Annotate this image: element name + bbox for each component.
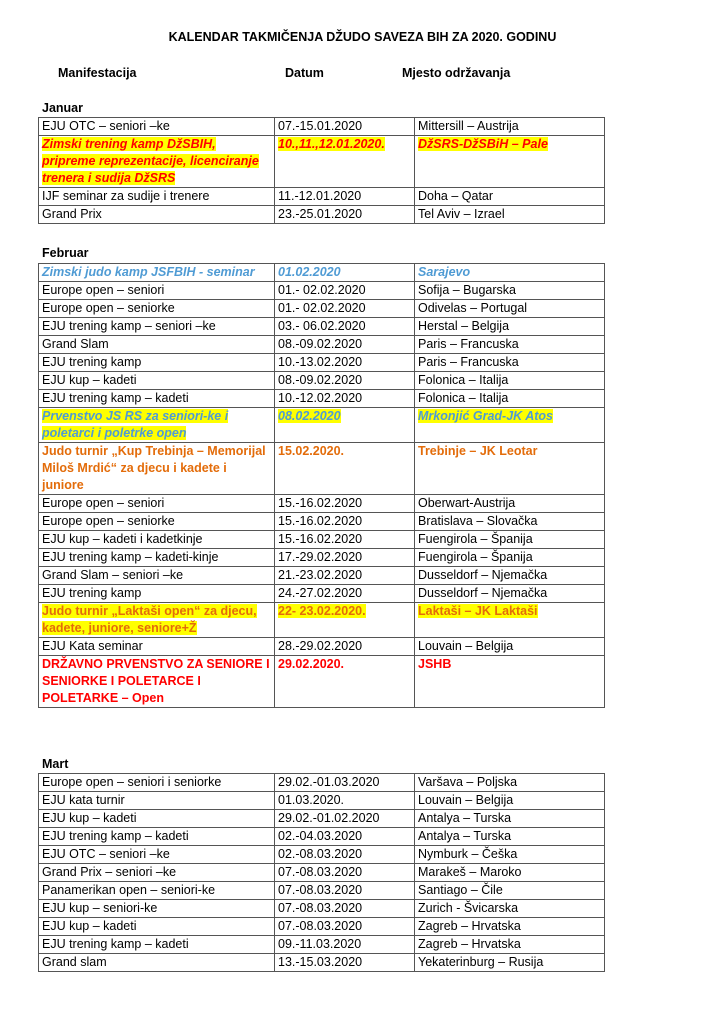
table-row: [39, 900, 605, 918]
date-cell: 17.-29.02.2020: [275, 549, 415, 567]
date-cell: [275, 408, 415, 443]
highlighted-text: Judo turnir „Laktaši open“ za djecu, kadete, juniore, seniore+Ž: [42, 604, 257, 635]
date-cell: 07.-08.03.2020: [275, 864, 415, 882]
month-heading-januar: Januar: [42, 101, 83, 115]
date-cell: 28.-29.02.2020: [275, 638, 415, 656]
place-cell: Zagreb – Hrvatska: [415, 936, 605, 954]
event-cell: Grand Slam: [39, 336, 275, 354]
date-cell: 15.-16.02.2020: [275, 495, 415, 513]
table-row: [39, 443, 605, 495]
date-cell: 01.02.2020: [275, 264, 415, 282]
date-cell: 03.- 06.02.2020: [275, 318, 415, 336]
table-row: [39, 846, 605, 864]
date-cell: 15.02.2020.: [275, 443, 415, 495]
place-cell: Paris – Francuska: [415, 354, 605, 372]
event-cell: DRŽAVNO PRVENSTVO ZA SENIORE I SENIORKE I POLETARCE I POLETARKE – Open: [39, 656, 275, 708]
event-cell: EJU trening kamp – kadeti: [39, 390, 275, 408]
event-cell: EJU trening kamp – kadeti-kinje: [39, 549, 275, 567]
table-row: [39, 354, 605, 372]
table-row: [39, 318, 605, 336]
event-cell: Grand Prix: [39, 206, 275, 224]
date-cell: 08.-09.02.2020: [275, 372, 415, 390]
place-cell: Dusseldorf – Njemačka: [415, 585, 605, 603]
event-cell: EJU Kata seminar: [39, 638, 275, 656]
column-header-place: Mjesto održavanja: [402, 66, 511, 80]
event-cell: Europe open – seniori: [39, 282, 275, 300]
table-row: [39, 118, 605, 136]
event-cell: EJU kup – kadeti i kadetkinje: [39, 531, 275, 549]
date-cell: 08.-09.02.2020: [275, 336, 415, 354]
table-row: [39, 585, 605, 603]
event-cell: Zimski judo kamp JSFBIH - seminar: [39, 264, 275, 282]
table-row: [39, 136, 605, 188]
event-cell: EJU trening kamp – kadeti: [39, 828, 275, 846]
date-cell: 29.02.2020.: [275, 656, 415, 708]
event-cell: EJU kup – kadeti: [39, 810, 275, 828]
place-cell: Nymburk – Češka: [415, 846, 605, 864]
place-cell: Herstal – Belgija: [415, 318, 605, 336]
event-cell: [39, 408, 275, 443]
highlighted-text: 08.02.2020: [278, 409, 341, 423]
table-row: [39, 300, 605, 318]
date-cell: 02.-04.03.2020: [275, 828, 415, 846]
table-row: [39, 810, 605, 828]
place-cell: Varšava – Poljska: [415, 774, 605, 792]
table-row: [39, 513, 605, 531]
table-row: [39, 656, 605, 708]
table-row: [39, 774, 605, 792]
place-cell: [415, 603, 605, 638]
event-cell: Grand slam: [39, 954, 275, 972]
event-cell: Grand Slam – seniori –ke: [39, 567, 275, 585]
place-cell: JSHB: [415, 656, 605, 708]
event-cell: Europe open – seniori i seniorke: [39, 774, 275, 792]
date-cell: 09.-11.03.2020: [275, 936, 415, 954]
highlighted-text: Laktaši – JK Laktaši: [418, 604, 538, 618]
highlighted-text: Zimski trening kamp DžSBIH, pripreme reprezentacije, licenciranje trenera i sudija DžSRS: [42, 137, 259, 185]
place-cell: Sofija – Bugarska: [415, 282, 605, 300]
date-cell: 01.03.2020.: [275, 792, 415, 810]
date-cell: 15.-16.02.2020: [275, 513, 415, 531]
highlighted-text: Prvenstvo JS RS za seniori-ke i poletarci i poletrke open: [42, 409, 229, 440]
table-row: [39, 603, 605, 638]
place-cell: Folonica – Italija: [415, 390, 605, 408]
table-row: [39, 864, 605, 882]
date-cell: 13.-15.03.2020: [275, 954, 415, 972]
date-cell: 07.-08.03.2020: [275, 918, 415, 936]
place-cell: Sarajevo: [415, 264, 605, 282]
event-cell: EJU kup – kadeti: [39, 372, 275, 390]
event-cell: Panamerikan open – seniori-ke: [39, 882, 275, 900]
highlighted-text: 22- 23.02.2020.: [278, 604, 366, 618]
place-cell: Yekaterinburg – Rusija: [415, 954, 605, 972]
event-cell: EJU trening kamp: [39, 354, 275, 372]
date-cell: 23.-25.01.2020: [275, 206, 415, 224]
place-cell: Fuengirola – Španija: [415, 549, 605, 567]
event-cell: Europe open – seniorke: [39, 300, 275, 318]
event-cell: EJU trening kamp: [39, 585, 275, 603]
table-row: [39, 372, 605, 390]
table-januar: [38, 117, 605, 224]
place-cell: Doha – Qatar: [415, 188, 605, 206]
highlighted-text: DžSRS-DžSBiH – Pale: [418, 137, 548, 151]
table-row: [39, 336, 605, 354]
event-cell: EJU kata turnir: [39, 792, 275, 810]
table-row: [39, 264, 605, 282]
table-row: [39, 188, 605, 206]
place-cell: Trebinje – JK Leotar: [415, 443, 605, 495]
date-cell: 01.- 02.02.2020: [275, 300, 415, 318]
event-cell: [39, 603, 275, 638]
place-cell: Folonica – Italija: [415, 372, 605, 390]
page-title: KALENDAR TAKMIČENJA DŽUDO SAVEZA BIH ZA 2020. GODINU: [168, 30, 557, 44]
place-cell: Zagreb – Hrvatska: [415, 918, 605, 936]
place-cell: Antalya – Turska: [415, 810, 605, 828]
place-cell: Louvain – Belgija: [415, 638, 605, 656]
date-cell: 10.-13.02.2020: [275, 354, 415, 372]
date-cell: 11.-12.01.2020: [275, 188, 415, 206]
table-row: [39, 828, 605, 846]
table-row: [39, 882, 605, 900]
highlighted-text: 10.,11.,12.01.2020.: [278, 137, 385, 151]
place-cell: [415, 408, 605, 443]
event-cell: [39, 136, 275, 188]
event-cell: Judo turnir „Kup Trebinja – Memorijal Miloš Mrdić“ za djecu i kadete i juniore: [39, 443, 275, 495]
table-row: [39, 282, 605, 300]
column-header-event: Manifestacija: [58, 66, 137, 80]
event-cell: Europe open – seniori: [39, 495, 275, 513]
event-cell: EJU trening kamp – kadeti: [39, 936, 275, 954]
place-cell: [415, 136, 605, 188]
table-row: [39, 638, 605, 656]
date-cell: 07.-15.01.2020: [275, 118, 415, 136]
date-cell: 01.- 02.02.2020: [275, 282, 415, 300]
date-cell: 10.-12.02.2020: [275, 390, 415, 408]
event-cell: IJF seminar za sudije i trenere: [39, 188, 275, 206]
place-cell: Odivelas – Portugal: [415, 300, 605, 318]
table-row: [39, 495, 605, 513]
date-cell: 15.-16.02.2020: [275, 531, 415, 549]
place-cell: Antalya – Turska: [415, 828, 605, 846]
event-cell: Grand Prix – seniori –ke: [39, 864, 275, 882]
table-row: [39, 390, 605, 408]
table-row: [39, 549, 605, 567]
place-cell: Dusseldorf – Njemačka: [415, 567, 605, 585]
table-row: [39, 408, 605, 443]
event-cell: Europe open – seniorke: [39, 513, 275, 531]
place-cell: Santiago – Čile: [415, 882, 605, 900]
table-row: [39, 918, 605, 936]
place-cell: Oberwart-Austrija: [415, 495, 605, 513]
month-heading-mart: Mart: [42, 757, 69, 771]
highlighted-text: Mrkonjić Grad-JK Atos: [418, 409, 553, 423]
date-cell: 29.02.-01.03.2020: [275, 774, 415, 792]
date-cell: 02.-08.03.2020: [275, 846, 415, 864]
date-cell: 29.02.-01.02.2020: [275, 810, 415, 828]
event-cell: EJU OTC – seniori –ke: [39, 846, 275, 864]
place-cell: Louvain – Belgija: [415, 792, 605, 810]
table-row: [39, 792, 605, 810]
date-cell: [275, 136, 415, 188]
date-cell: 07.-08.03.2020: [275, 900, 415, 918]
event-cell: EJU trening kamp – seniori –ke: [39, 318, 275, 336]
date-cell: 24.-27.02.2020: [275, 585, 415, 603]
place-cell: Marakeš – Maroko: [415, 864, 605, 882]
table-mart: [38, 773, 605, 972]
place-cell: Mittersill – Austrija: [415, 118, 605, 136]
table-row: [39, 954, 605, 972]
table-row: [39, 936, 605, 954]
table-row: [39, 206, 605, 224]
table-row: [39, 531, 605, 549]
place-cell: Paris – Francuska: [415, 336, 605, 354]
column-header-date: Datum: [285, 66, 324, 80]
month-heading-februar: Februar: [42, 246, 89, 260]
place-cell: Fuengirola – Španija: [415, 531, 605, 549]
date-cell: 21.-23.02.2020: [275, 567, 415, 585]
place-cell: Zurich - Švicarska: [415, 900, 605, 918]
date-cell: 07.-08.03.2020: [275, 882, 415, 900]
place-cell: Bratislava – Slovačka: [415, 513, 605, 531]
date-cell: [275, 603, 415, 638]
event-cell: EJU kup – seniori-ke: [39, 900, 275, 918]
event-cell: EJU OTC – seniori –ke: [39, 118, 275, 136]
table-februar: [38, 263, 605, 708]
event-cell: EJU kup – kadeti: [39, 918, 275, 936]
place-cell: Tel Aviv – Izrael: [415, 206, 605, 224]
table-row: [39, 567, 605, 585]
